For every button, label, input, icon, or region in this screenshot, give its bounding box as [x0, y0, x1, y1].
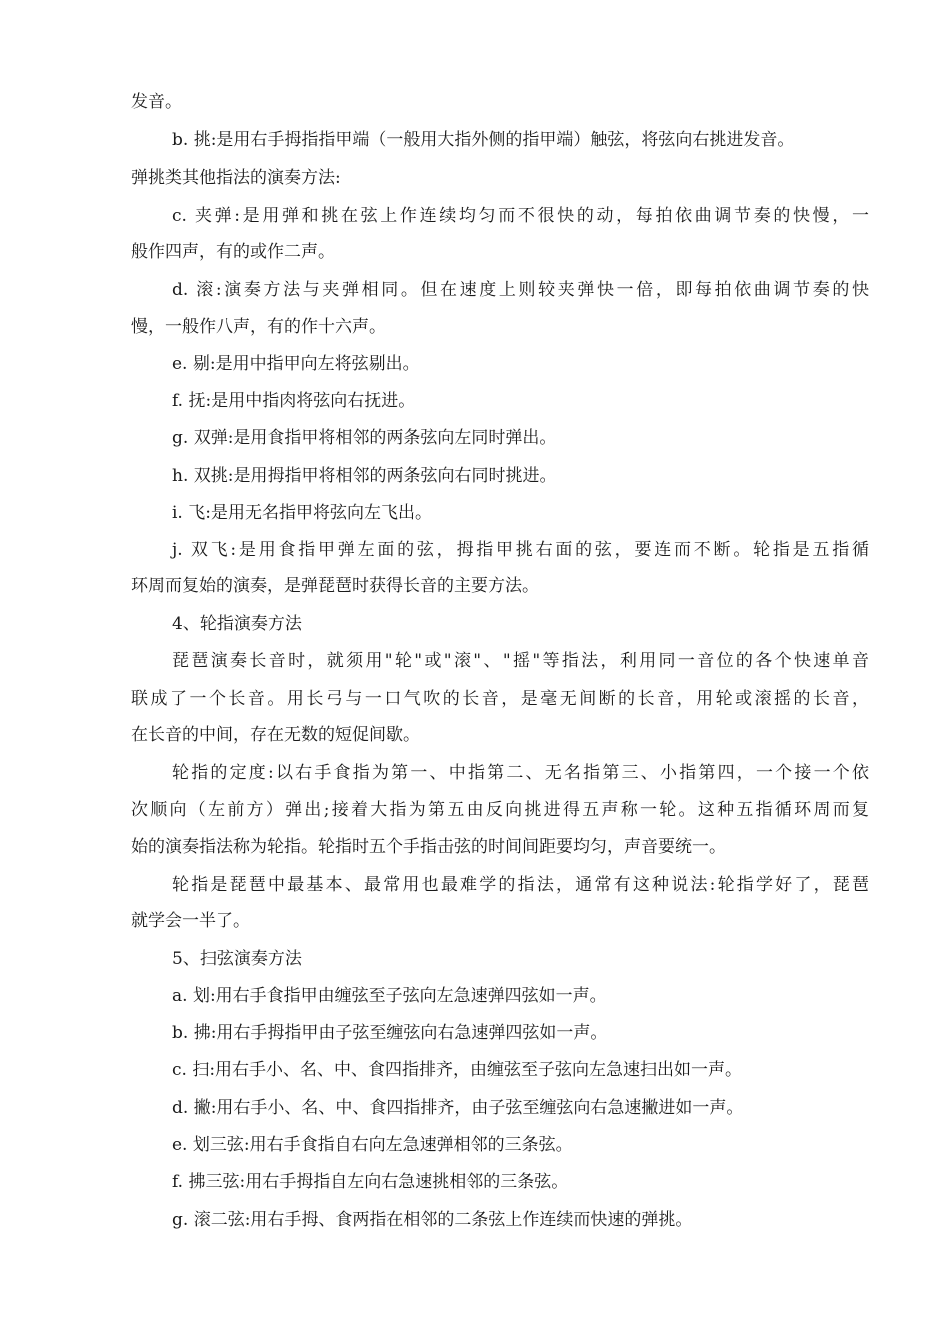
- text-line: 弹挑类其他指法的演奏方法:: [131, 168, 341, 188]
- text-line: h. 双挑:是用拇指甲将相邻的两条弦向右同时挑进。: [172, 466, 557, 486]
- text-line: g. 双弹:是用食指甲将相邻的两条弦向左同时弹出。: [172, 428, 557, 448]
- text-line: 慢，一般作八声，有的作十六声。: [131, 317, 386, 337]
- text-line: e. 划三弦:用右手食指自右向左急速弹相邻的三条弦。: [172, 1135, 573, 1155]
- text-line: 般作四声，有的或作二声。: [131, 242, 335, 262]
- text-line: 次顺向（左前方）弹出;接着大指为第五由反向挑进得五声称一轮。这种五指循环周而复: [131, 800, 869, 820]
- section-heading: 4、轮指演奏方法: [172, 614, 302, 634]
- text-line: b. 拂:用右手拇指甲由子弦至缠弦向右急速弹四弦如一声。: [172, 1023, 608, 1043]
- text-line: 始的演奏指法称为轮指。轮指时五个手指击弦的时间间距要均匀，声音要统一。: [131, 837, 726, 857]
- text-line: 轮指的定度:以右手食指为第一、中指第二、无名指第三、小指第四，一个接一个依: [172, 763, 869, 783]
- text-line: j. 双飞:是用食指甲弹左面的弦，拇指甲挑右面的弦，要连而不断。轮指是五指循: [172, 540, 869, 560]
- text-line: g. 滚二弦:用右手拇、食两指在相邻的二条弦上作连续而快速的弹挑。: [172, 1210, 693, 1230]
- text-line: 就学会一半了。: [131, 911, 250, 931]
- text-line: 联成了一个长音。用长弓与一口气吹的长音，是毫无间断的长音，用轮或滚摇的长音，: [131, 689, 869, 709]
- text-line: d. 滚:演奏方法与夹弹相同。但在速度上则较夹弹快一倍，即每拍依曲调节奏的快: [172, 280, 869, 300]
- text-line: f. 拂三弦:用右手拇指自左向右急速挑相邻的三条弦。: [172, 1172, 569, 1192]
- text-line: 环周而复始的演奏，是弹琵琶时获得长音的主要方法。: [131, 576, 539, 596]
- text-line: f. 抚:是用中指肉将弦向右抚进。: [172, 391, 416, 411]
- text-line: 琵琶演奏长音时，就须用"轮"或"滚"、"摇"等指法，利用同一音位的各个快速单音: [172, 651, 869, 671]
- text-line: 发音。: [131, 92, 182, 112]
- section-heading: 5、扫弦演奏方法: [172, 949, 302, 969]
- text-line: 在长音的中间，存在无数的短促间歇。: [131, 725, 420, 745]
- text-line: d. 撇:用右手小、名、中、食四指排齐，由子弦至缠弦向右急速撇进如一声。: [172, 1098, 744, 1118]
- text-line: c. 扫:用右手小、名、中、食四指排齐，由缠弦至子弦向左急速扫出如一声。: [172, 1060, 743, 1080]
- text-line: a. 划:用右手食指甲由缠弦至子弦向左急速弹四弦如一声。: [172, 986, 607, 1006]
- text-line: e. 剔:是用中指甲向左将弦剔出。: [172, 354, 420, 374]
- text-line: b. 挑:是用右手拇指指甲端（一般用大指外侧的指甲端）触弦，将弦向右挑进发音。: [172, 130, 795, 150]
- text-line: i. 飞:是用无名指甲将弦向左飞出。: [172, 503, 432, 523]
- text-line: 轮指是琵琶中最基本、最常用也最难学的指法，通常有这种说法:轮指学好了，琵琶: [172, 875, 869, 895]
- text-line: c. 夹弹:是用弹和挑在弦上作连续均匀而不很快的动，每拍依曲调节奏的快慢，一: [172, 206, 869, 226]
